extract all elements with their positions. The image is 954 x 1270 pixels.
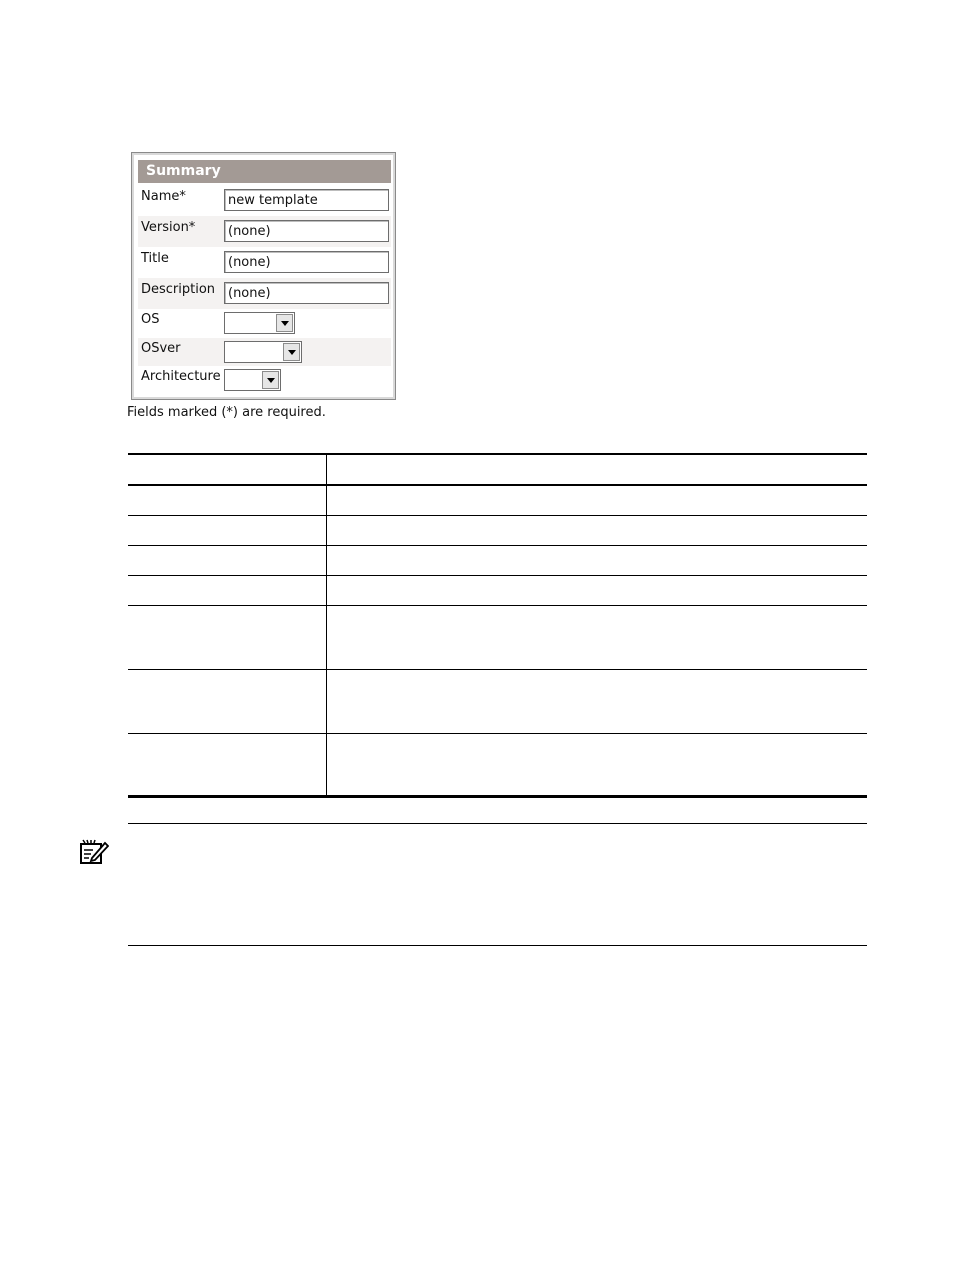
title-field[interactable]: (none) bbox=[224, 251, 389, 273]
title-label: Title bbox=[141, 251, 169, 266]
summary-panel bbox=[131, 152, 396, 400]
chevron-down-icon[interactable] bbox=[276, 314, 293, 332]
version-field[interactable]: (none) bbox=[224, 220, 389, 242]
os-label: OS bbox=[141, 312, 160, 327]
table-row-rule bbox=[128, 515, 867, 516]
note-top-rule bbox=[128, 823, 867, 824]
description-label: Description bbox=[141, 282, 216, 297]
table-row-rule bbox=[128, 545, 867, 546]
table-header-rule bbox=[128, 484, 867, 486]
summary-header: Summary bbox=[138, 160, 391, 183]
name-label: Name* bbox=[141, 189, 186, 204]
field-description-table bbox=[128, 453, 867, 798]
table-row-rule bbox=[128, 733, 867, 734]
version-label: Version* bbox=[141, 220, 196, 235]
chevron-down-icon[interactable] bbox=[262, 371, 279, 389]
table-row-rule bbox=[128, 605, 867, 606]
version-row bbox=[138, 216, 391, 247]
architecture-select[interactable] bbox=[224, 369, 281, 391]
note-bottom-rule bbox=[128, 945, 867, 946]
table-row-rule bbox=[128, 575, 867, 576]
table-bottom-rule bbox=[128, 795, 867, 798]
architecture-label: Architecture bbox=[141, 369, 221, 384]
name-field[interactable]: new template bbox=[224, 189, 389, 211]
note-pencil-icon bbox=[79, 838, 109, 866]
table-top-rule bbox=[128, 453, 867, 455]
description-field[interactable]: (none) bbox=[224, 282, 389, 304]
osver-row bbox=[138, 338, 391, 366]
os-row bbox=[138, 309, 391, 338]
required-fields-caption: Fields marked (*) are required. bbox=[127, 405, 326, 420]
description-row bbox=[138, 278, 391, 309]
table-row-rule bbox=[128, 669, 867, 670]
chevron-down-icon[interactable] bbox=[283, 343, 300, 361]
name-row bbox=[138, 185, 391, 216]
osver-label: OSver bbox=[141, 341, 181, 356]
title-row bbox=[138, 247, 391, 278]
osver-select[interactable] bbox=[224, 341, 302, 363]
table-column-divider bbox=[326, 453, 327, 798]
os-select[interactable] bbox=[224, 312, 295, 334]
architecture-row bbox=[138, 366, 391, 394]
